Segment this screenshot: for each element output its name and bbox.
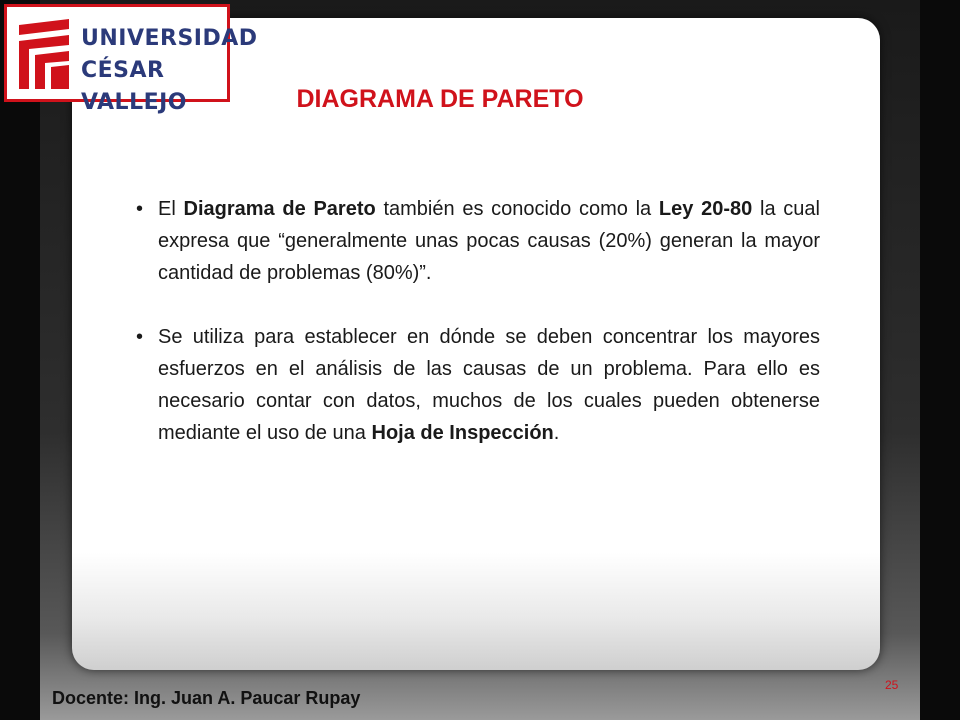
bullet-dot-icon: • <box>136 198 144 220</box>
bullet-text: El <box>158 198 184 220</box>
logo-text-line2: CÉSAR VALLEJO <box>81 58 188 115</box>
bullet-text: también es conocido como la <box>375 198 659 220</box>
bullet-item <box>130 321 820 449</box>
bullet-bold-text: Hoja de Inspección <box>371 422 554 444</box>
bullet-item <box>130 193 820 289</box>
bullet-text: la cual expresa que “generalmente unas pocas causas (20%) generan la mayor cantidad de problemas (80%)”. <box>158 198 820 284</box>
bullet-text: Se utiliza para establecer en dónde se deben concentrar los mayores esfuerzos en el análisis de las causas de un problema. Para ello es necesario contar con datos, muchos de los cuales pueden obtenerse mediante el uso de una <box>158 326 820 444</box>
page-number: 25 <box>885 678 899 692</box>
right-frame-bar <box>920 0 960 720</box>
bullet-bold-text: Ley 20-80 <box>658 198 753 220</box>
logo-emblem-icon <box>15 15 73 93</box>
logo-text-line1: UNIVERSIDAD <box>81 26 258 51</box>
footer-instructor: Docente: Ing. Juan A. Paucar Rupay <box>52 688 361 708</box>
bullet-bold-text: Diagrama de Pareto <box>183 198 376 220</box>
bullet-dot-icon: • <box>136 326 144 348</box>
slide-title: DIAGRAMA DE PARETO <box>296 85 584 113</box>
bullet-text: . <box>553 422 560 444</box>
slide-content <box>130 193 820 449</box>
